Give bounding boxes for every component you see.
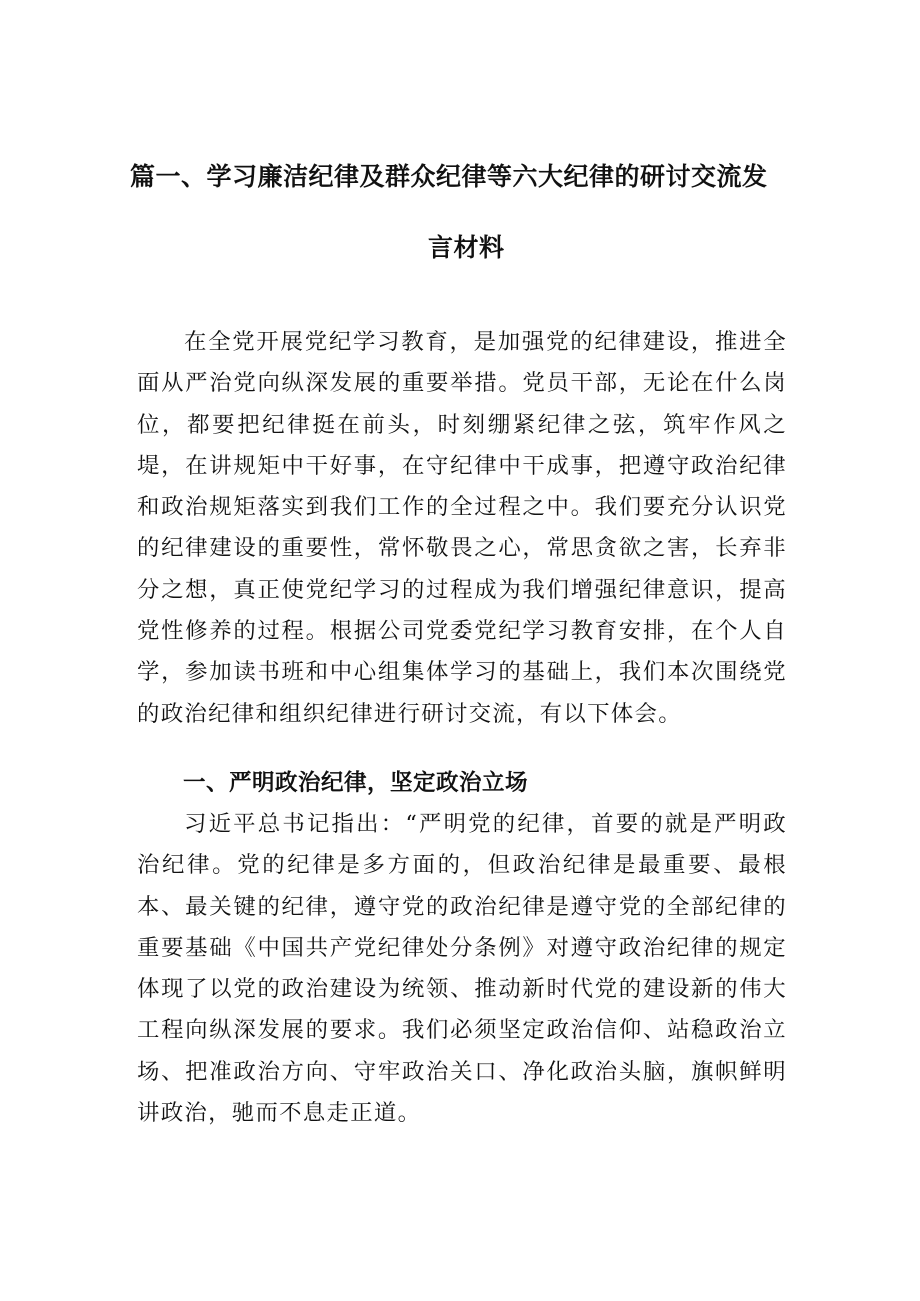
- intro-paragraph: 在全党开展党纪学习教育，是加强党的纪律建设，推进全面从严治党向纵深发展的重要举措。党员干部，无论在什么岗位，都要把纪律挺在前头，时刻绷紧纪律之弦，筑牢作风之堤，在讲规矩中干好事，在守纪律中干成事，把遵守政治纪律和政治规矩落实到我们工作的全过程之中。我们要充分认识党的纪律建设的重要性，常怀敬畏之心，常思贪欲之害，长弃非分之想，真正使党纪学习的过程成为我们增强纪律意识，提高党性修养的过程。根据公司党委党纪学习教育安排，在个人自学，参加读书班和中心组集体学习的基础上，我们本次围绕党的政治纪律和组织纪律进行研讨交流，有以下体会。: [137, 329, 787, 727]
- document-title-line-1: 篇一、学习廉洁纪律及群众纪律等六大纪律的研讨交流发: [130, 162, 768, 191]
- section-1-paragraph: 习近平总书记指出：“严明党的纪律，首要的就是严明政治纪律。党的纪律是多方面的，但政治纪律是最重要、最根本、最关键的纪律，遵守党的政治纪律是遵守党的全部纪律的重要基础《中国共产党纪律处分条例》对遵守政治纪律的规定体现了以党的政治建设为统领、推动新时代党的建设新的伟大工程向纵深发展的要求。我们必须坚定政治信仰、站稳政治立场、把准政治方向、守牢政治关口、净化政治头脑，旗帜鲜明讲政治，驰而不息走正道。: [137, 811, 787, 1127]
- section-heading-1: 一、严明政治纪律，坚定政治立场: [183, 770, 529, 796]
- document-title-line-2: 言材料: [428, 233, 505, 262]
